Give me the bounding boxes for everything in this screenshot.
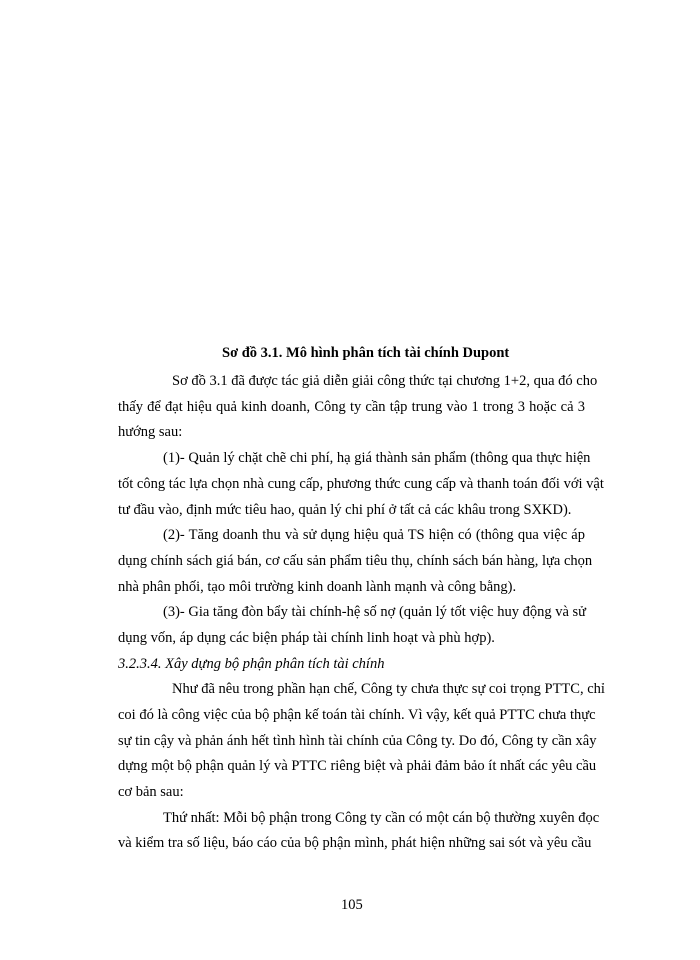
page-number: 105 bbox=[341, 897, 363, 913]
paragraph-line: tư đầu vào, định mức tiêu hao, quản lý chi phí ở tất cả các khâu trong SXKD). bbox=[118, 502, 572, 518]
figure-caption: Sơ đồ 3.1. Mô hình phân tích tài chính Dupont bbox=[222, 345, 510, 361]
paragraph-line: coi đó là công việc của bộ phận kế toán tài chính. Vì vậy, kết quả PTTC chưa thực bbox=[118, 707, 596, 723]
paragraph-line: sự tin cậy và phản ánh hết tình hình tài chính của Công ty. Do đó, Công ty cần xây bbox=[118, 733, 597, 749]
paragraph-line: (1)- Quản lý chặt chẽ chi phí, hạ giá thành sản phẩm (thông qua thực hiện bbox=[163, 450, 591, 466]
paragraph-line: (2)- Tăng doanh thu và sử dụng hiệu quả TS hiện có (thông qua việc áp bbox=[163, 527, 585, 543]
paragraph-line: Sơ đồ 3.1 đã được tác giả diễn giải công thức tại chương 1+2, qua đó cho bbox=[172, 373, 598, 389]
paragraph-line: dựng một bộ phận quản lý và PTTC riêng biệt và phải đảm bảo ít nhất các yêu cầu bbox=[118, 758, 597, 774]
paragraph-line: (3)- Gia tăng đòn bẩy tài chính-hệ số nợ (quản lý tốt việc huy động và sử bbox=[163, 604, 587, 620]
paragraph-line: nhà phân phối, tạo môi trường kinh doanh lành mạnh và công bằng). bbox=[118, 579, 517, 595]
paragraph-line: và kiểm tra số liệu, báo cáo của bộ phận mình, phát hiện những sai sót và yêu cầu bbox=[118, 835, 592, 851]
section-heading: 3.2.3.4. Xây dựng bộ phận phân tích tài chính bbox=[118, 656, 385, 672]
paragraph-line: cơ bản sau: bbox=[118, 784, 184, 800]
paragraph-line: Thứ nhất: Mỗi bộ phận trong Công ty cần có một cán bộ thường xuyên đọc bbox=[163, 810, 600, 826]
paragraph-line: dụng vốn, áp dụng các biện pháp tài chính linh hoạt và phù hợp). bbox=[118, 630, 495, 646]
paragraph-line: tốt công tác lựa chọn nhà cung cấp, phương thức cung cấp và thanh toán đối với vật bbox=[118, 476, 604, 492]
paragraph-line: dụng chính sách giá bán, cơ cấu sản phẩm tiêu thụ, chính sách bán hàng, lựa chọn bbox=[118, 553, 593, 569]
paragraph-line: hướng sau: bbox=[118, 424, 183, 440]
paragraph-line: thấy để đạt hiệu quả kinh doanh, Công ty cần tập trung vào 1 trong 3 hoặc cả 3 bbox=[118, 399, 585, 415]
paragraph-line: Như đã nêu trong phần hạn chế, Công ty chưa thực sự coi trọng PTTC, chỉ bbox=[172, 681, 605, 697]
